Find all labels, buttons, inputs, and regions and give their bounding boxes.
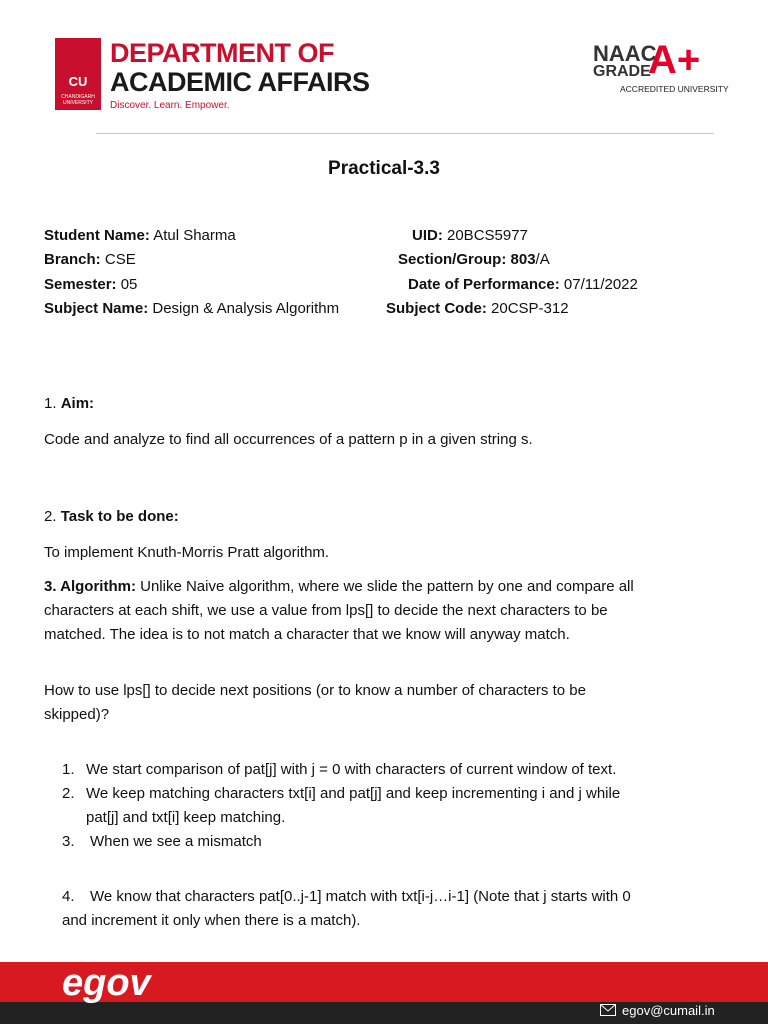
university-logo [55, 38, 101, 110]
list-item-text-cont: pat[j] and txt[i] keep matching. [86, 809, 286, 826]
list-item-number: 2. [62, 785, 75, 802]
student-name-label: Student Name: [44, 227, 150, 244]
uid-row [412, 227, 528, 245]
subject-name-row [44, 300, 339, 318]
aim-text: Code and analyze to find all occurrences of a pattern p in a given string s. [44, 431, 533, 448]
department-title-line2: ACADEMIC AFFAIRS [110, 67, 370, 97]
task-number: 2. [44, 508, 57, 525]
list-item-text: We know that characters pat[0..j-1] match with txt[i-j…i-1] (Note that j starts with 0 [90, 888, 631, 905]
egov-logo: egov [62, 962, 151, 1004]
list-item-text: When we see a mismatch [90, 833, 262, 850]
tagline: Discover. Learn. Empower. [110, 100, 230, 111]
date-value: 07/11/2022 [563, 276, 638, 293]
logo-text: CU [68, 74, 88, 89]
subject-name-value: Design & Analysis Algorithm [152, 300, 340, 317]
section-row [398, 251, 550, 269]
subject-code-value: 20CSP-312 [491, 300, 569, 317]
grade-value: A+ [648, 38, 701, 82]
uid-label: UID: [412, 227, 443, 244]
grade-label: GRADE [593, 63, 651, 80]
semester-value: 05 [120, 276, 138, 293]
aim-number: 1. [44, 395, 57, 412]
date-label: Date of Performance: [408, 276, 560, 293]
list-item-number: 1. [62, 761, 75, 778]
mail-icon [600, 1004, 616, 1016]
algorithm-text-line2: characters at each shift, we use a value from lps[] to decide the next characters to be [44, 602, 608, 619]
footer-email[interactable]: egov@cumail.in [622, 1003, 715, 1018]
algorithm-label: 3. Algorithm: [44, 578, 136, 595]
accredited-label: ACCREDITED UNIVERSITY [620, 84, 729, 94]
algorithm-text-line3: matched. The idea is to not match a character that we know will anyway match. [44, 626, 570, 643]
aim-label: Aim: [60, 395, 95, 412]
list-item-text-cont: and increment it only when there is a match). [62, 912, 361, 929]
question-line2: skipped)? [44, 706, 110, 723]
date-row [408, 276, 638, 294]
subject-code-row [386, 300, 569, 318]
branch-row [44, 251, 136, 269]
semester-label: Semester: [44, 276, 117, 293]
question-line1: How to use lps[] to decide next positions (or to know a number of characters to be [44, 682, 586, 699]
logo-subtext: CHANDIGARH UNIVERSITY [61, 94, 95, 106]
header-divider [96, 133, 714, 134]
branch-value: CSE [104, 251, 136, 268]
list-item-text: We start comparison of pat[j] with j = 0 with characters of current window of text. [86, 761, 617, 778]
naac-label: NAAC [593, 41, 657, 66]
list-item-number: 3. [62, 833, 75, 850]
section-value-rest: /A [535, 251, 550, 268]
department-title-line1: DEPARTMENT OF [110, 38, 334, 68]
subject-name-label: Subject Name: [44, 300, 149, 317]
algorithm-line1 [44, 578, 634, 596]
section-label: Section/Group: [398, 251, 507, 268]
section-value-bold: 803 [510, 251, 536, 268]
algorithm-text-line1: Unlike Naive algorithm, where we slide the pattern by one and compare all [140, 578, 634, 595]
task-label: Task to be done: [60, 508, 179, 525]
uid-value: 20BCS5977 [447, 227, 528, 244]
semester-row [44, 276, 137, 294]
task-text: To implement Knuth-Morris Pratt algorithm. [44, 544, 330, 561]
list-item-number: 4. [62, 888, 75, 905]
branch-label: Branch: [44, 251, 101, 268]
student-name-row [44, 227, 236, 245]
list-item-text: We keep matching characters txt[i] and pat[j] and keep incrementing i and j while [86, 785, 621, 802]
task-heading [44, 508, 179, 526]
subject-code-label: Subject Code: [386, 300, 487, 317]
aim-heading [44, 395, 94, 413]
page-title: Practical-3.3 [328, 158, 440, 179]
student-name-value: Atul Sharma [153, 227, 236, 244]
